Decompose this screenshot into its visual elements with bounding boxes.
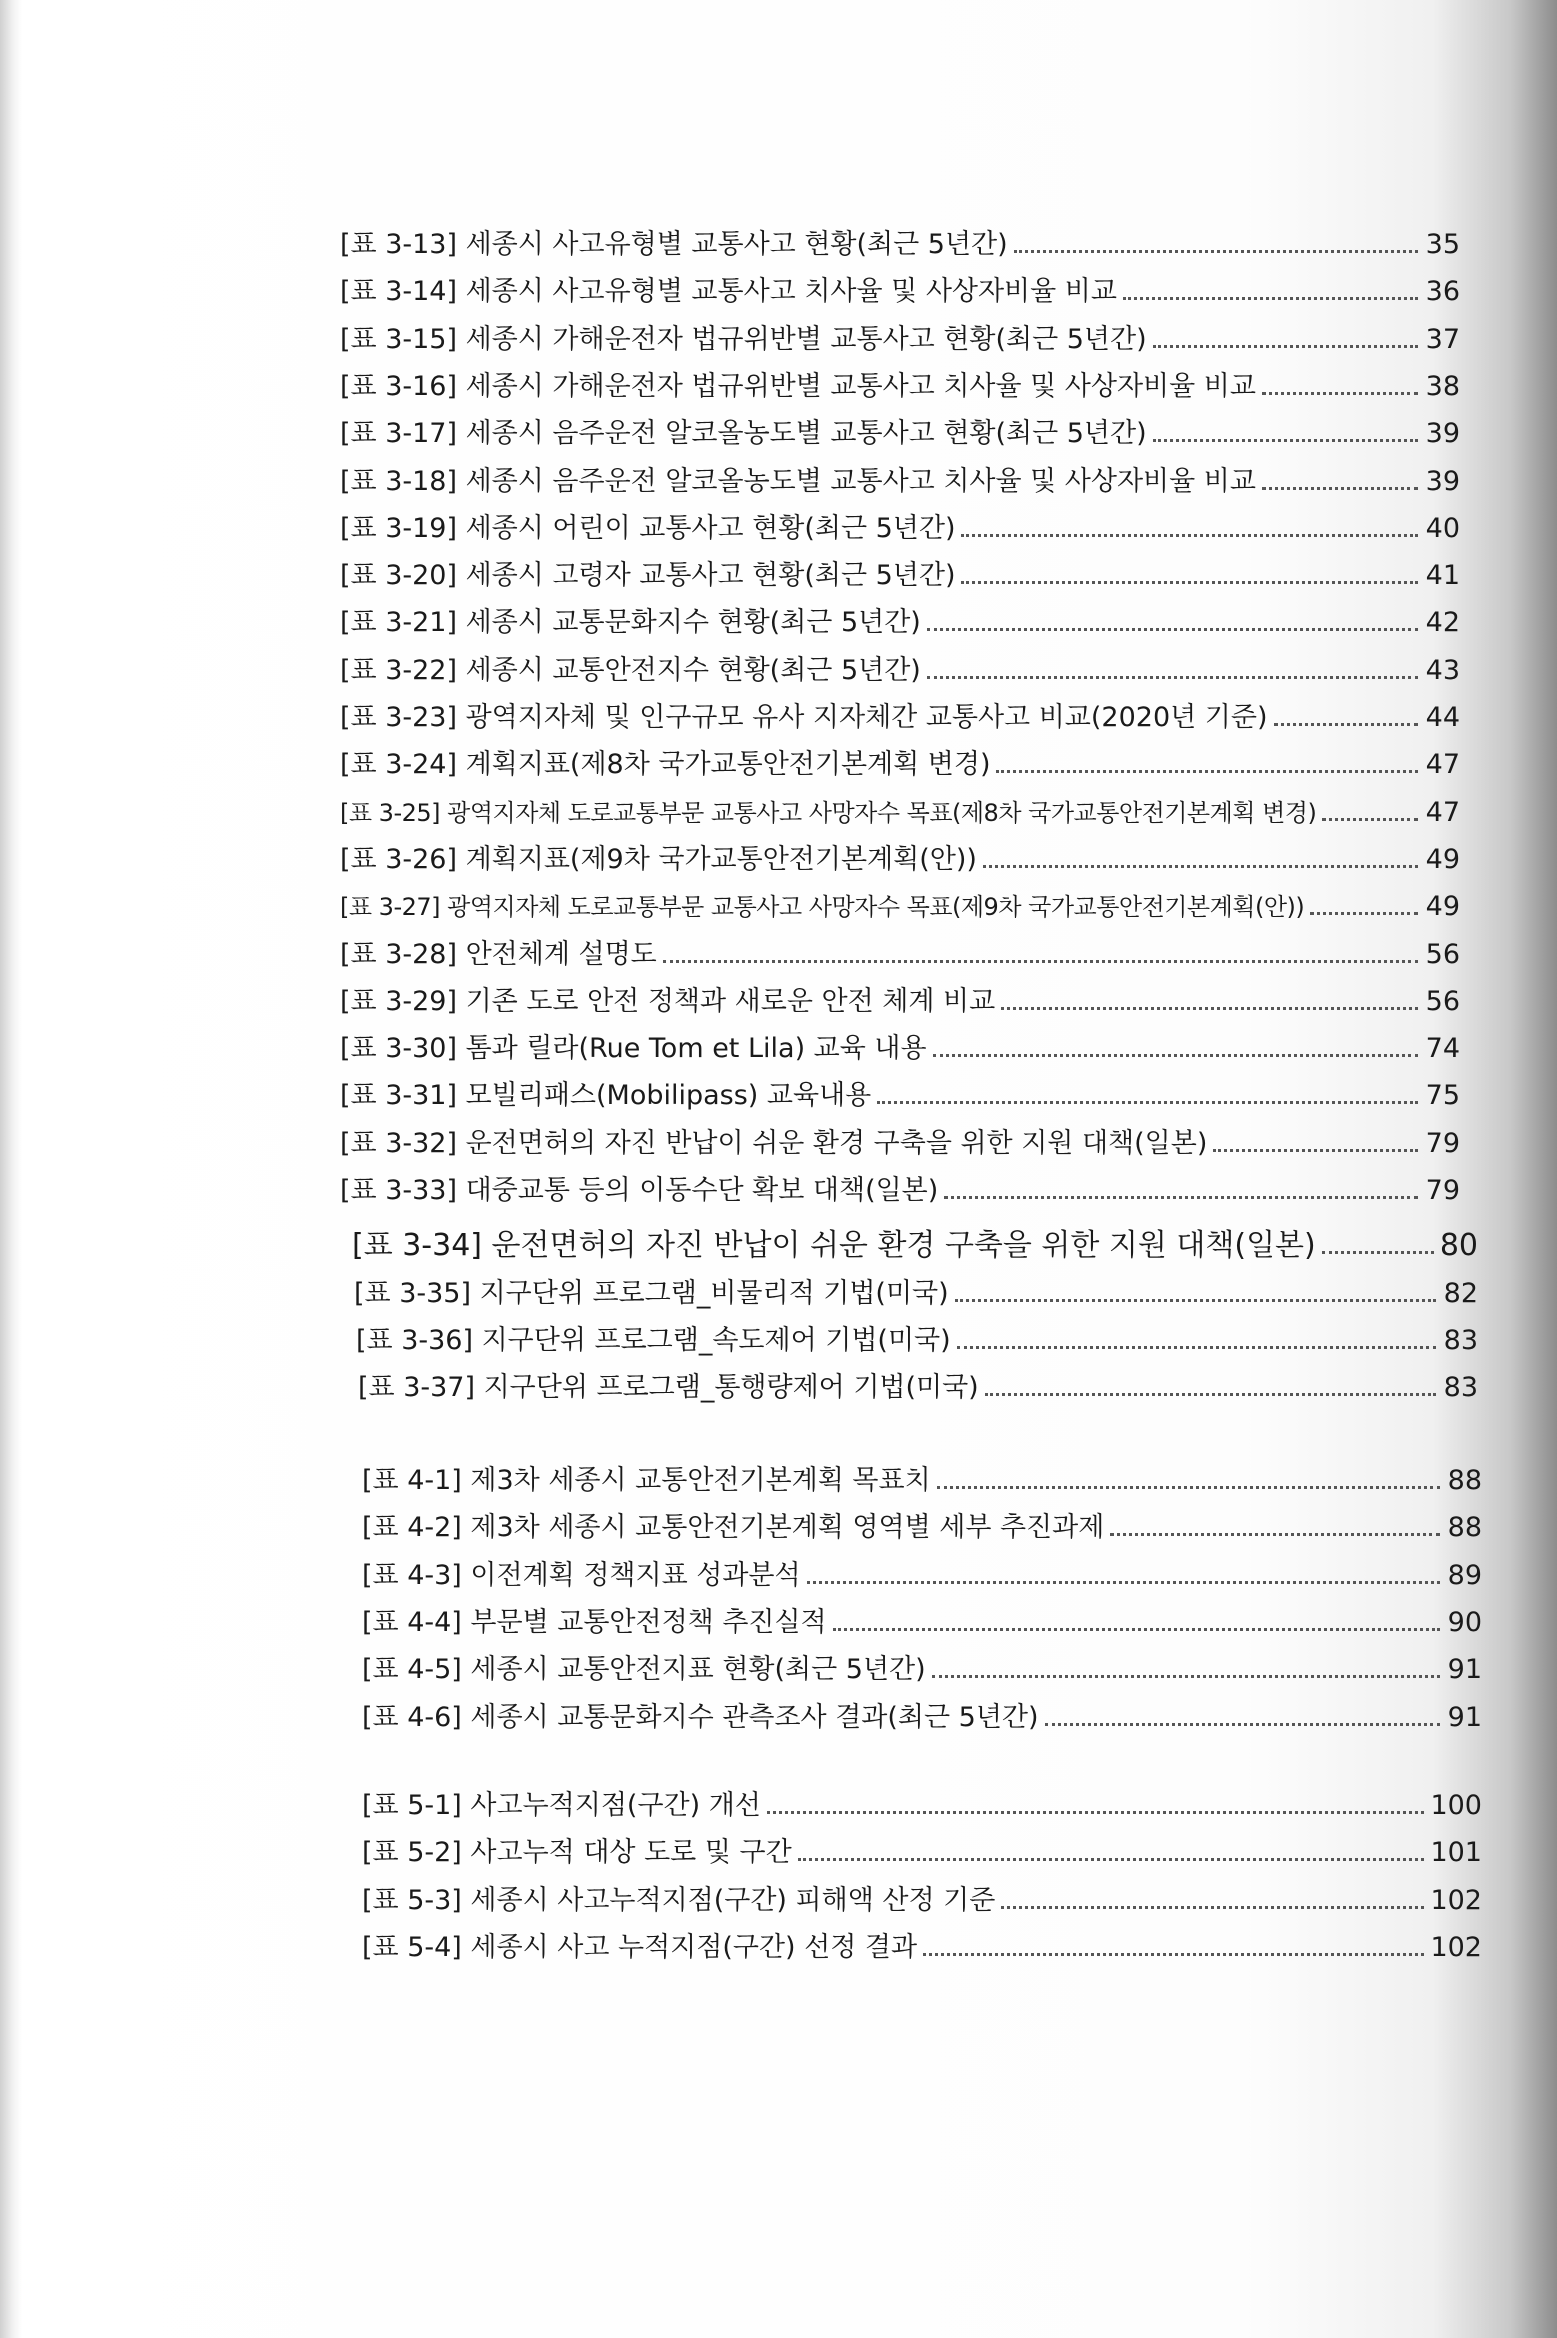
toc-entry[interactable] [340, 734, 1460, 782]
dot-leader [767, 1811, 1425, 1814]
toc-entry[interactable] [340, 1160, 1460, 1208]
toc-entry-page-number: 74 [1425, 1033, 1460, 1065]
toc-entry-page-number: 100 [1430, 1790, 1482, 1821]
toc-entry[interactable] [340, 687, 1460, 735]
toc-entry-page-number: 44 [1425, 702, 1460, 733]
toc-entry[interactable] [362, 1822, 1482, 1870]
toc-entry-label: [표 4-6] 세종시 교통문화지수 관측조사 결과(최근 5년간) [362, 1701, 1039, 1733]
toc-entry-label: [표 4-5] 세종시 교통안전지표 현황(최근 5년간) [362, 1654, 926, 1686]
toc-entry[interactable] [340, 1113, 1460, 1161]
toc-entry-page-number: 101 [1430, 1837, 1482, 1869]
toc-entry-label: [표 3-30] 톰과 릴라(Rue Tom et Lila) 교육 내용 [340, 1033, 927, 1065]
toc-entry[interactable] [354, 1263, 1478, 1311]
toc-entry-label: [표 4-2] 제3차 세종시 교통안전기본계획 영역별 세부 추진과제 [362, 1512, 1105, 1544]
toc-entry-label: [표 3-28] 안전체계 설명도 [340, 938, 657, 970]
toc-entry-label: [표 3-32] 운전면허의 자진 반납이 쉬운 환경 구축을 위한 지원 대책(일본) [340, 1127, 1208, 1159]
dot-leader [663, 960, 1418, 963]
toc-entry-page-number: 102 [1430, 1884, 1482, 1916]
toc-entry-page-number: 79 [1425, 1127, 1460, 1159]
toc-entry-page-number: 80 [1439, 1228, 1478, 1264]
toc-entry-label: [표 3-21] 세종시 교통문화지수 현황(최근 5년간) [340, 607, 921, 639]
toc-entry[interactable] [362, 1545, 1482, 1593]
toc-entry[interactable] [340, 545, 1460, 593]
toc-entry-page-number: 91 [1447, 1654, 1482, 1686]
toc-entry-page-number: 83 [1443, 1324, 1478, 1356]
dot-leader [807, 1581, 1440, 1584]
dot-leader [923, 1953, 1424, 1956]
toc-entry[interactable] [362, 1592, 1482, 1640]
toc-entry[interactable] [340, 403, 1460, 451]
toc-entry-label: [표 3-31] 모빌리패스(Mobilipass) 교육내용 [340, 1080, 872, 1112]
dot-leader [1001, 1906, 1424, 1909]
toc-entry-page-number: 43 [1425, 654, 1460, 686]
dot-leader [1014, 250, 1418, 253]
dot-leader [877, 1101, 1418, 1104]
toc-entry-label: [표 3-23] 광역지자체 및 인구규모 유사 지자체간 교통사고 비교(2020년 기준) [340, 702, 1268, 733]
toc-entry-label: [표 3-15] 세종시 가해운전자 법규위반별 교통사고 현황(최근 5년간) [340, 323, 1147, 355]
toc-entry-label: [표 3-34] 운전면허의 자진 반납이 쉬운 환경 구축을 위한 지원 대책(일본) [352, 1228, 1316, 1264]
toc-entry-label: [표 5-2] 사고누적 대상 도로 및 구간 [362, 1837, 792, 1869]
toc-entry-page-number: 40 [1425, 512, 1460, 544]
toc-entry[interactable] [340, 1018, 1460, 1066]
dot-leader [1310, 912, 1418, 915]
toc-entry-page-number: 91 [1447, 1701, 1482, 1733]
toc-entry-label: [표 3-22] 세종시 교통안전지수 현황(최근 5년간) [340, 654, 921, 686]
toc-entry[interactable] [340, 451, 1460, 499]
toc-entry[interactable] [362, 1917, 1482, 1965]
dot-leader [985, 1393, 1436, 1396]
toc-entry-page-number: 39 [1425, 465, 1460, 497]
toc-entry-label: [표 3-27] 광역지자체 도로교통부문 교통사고 사망자수 목표(제9차 국가교통안전기본계획(안)) [340, 893, 1305, 922]
dot-leader [1123, 297, 1418, 300]
toc-entry-page-number: 82 [1443, 1277, 1478, 1309]
dot-leader [1110, 1533, 1440, 1536]
toc-entry-page-number: 56 [1425, 985, 1460, 1017]
toc-entry-label: [표 3-20] 세종시 고령자 교통사고 현황(최근 5년간) [340, 560, 956, 592]
toc-entry[interactable] [362, 1450, 1482, 1498]
dot-leader [927, 676, 1418, 679]
toc-entry-page-number: 37 [1425, 323, 1460, 355]
toc-entry-page-number: 75 [1425, 1080, 1460, 1112]
toc-entry-label: [표 4-4] 부문별 교통안전정책 추진실적 [362, 1606, 827, 1638]
toc-entry-label: [표 4-3] 이전계획 정책지표 성과분석 [362, 1559, 801, 1591]
toc-entry-page-number: 35 [1425, 229, 1460, 260]
toc-entry-label: [표 3-19] 세종시 어린이 교통사고 현황(최근 5년간) [340, 512, 956, 544]
toc-entry[interactable] [362, 1870, 1482, 1918]
toc-entry-label: [표 5-1] 사고누적지점(구간) 개선 [362, 1790, 761, 1821]
toc-entry[interactable] [340, 592, 1460, 640]
toc-entry-label: [표 3-29] 기존 도로 안전 정책과 새로운 안전 체계 비교 [340, 985, 996, 1017]
dot-leader [1322, 1251, 1434, 1254]
toc-entry-page-number: 39 [1425, 418, 1460, 450]
toc-entry[interactable] [340, 829, 1460, 877]
dot-leader [1262, 392, 1418, 395]
dot-leader [1153, 345, 1418, 348]
toc-entry-page-number: 49 [1425, 891, 1460, 923]
dot-leader [944, 1196, 1418, 1199]
dot-leader [961, 534, 1418, 537]
toc-entry[interactable] [340, 971, 1460, 1019]
dot-leader [957, 1346, 1436, 1349]
dot-leader [996, 770, 1418, 773]
toc-entry[interactable] [340, 498, 1460, 546]
toc-entry[interactable] [362, 1497, 1482, 1545]
toc-entry-page-number: 88 [1447, 1512, 1482, 1544]
toc-entry[interactable] [340, 782, 1460, 830]
toc-entry[interactable] [362, 1639, 1482, 1687]
toc-entry[interactable] [340, 309, 1460, 357]
toc-entry-label: [표 4-1] 제3차 세종시 교통안전기본계획 목표치 [362, 1465, 931, 1496]
dot-leader [1045, 1723, 1440, 1726]
toc-entry-page-number: 38 [1425, 370, 1460, 402]
dot-leader [1213, 1149, 1418, 1152]
toc-entry[interactable] [340, 924, 1460, 972]
dot-leader [933, 1054, 1418, 1057]
dot-leader [1262, 487, 1418, 490]
toc-entry-page-number: 102 [1430, 1931, 1482, 1963]
toc-entry[interactable] [340, 1065, 1460, 1113]
dot-leader [927, 628, 1418, 631]
toc-entry[interactable] [356, 1310, 1478, 1358]
toc-entry-label: [표 3-16] 세종시 가해운전자 법규위반별 교통사고 치사율 및 사상자비율 비교 [340, 370, 1256, 402]
toc-entry-page-number: 36 [1425, 276, 1460, 308]
toc-entry-label: [표 3-37] 지구단위 프로그램_통행량제어 기법(미국) [358, 1372, 979, 1404]
toc-entry-label: [표 3-18] 세종시 음주운전 알코올농도별 교통사고 치사율 및 사상자비율 비교 [340, 465, 1256, 497]
dot-leader [937, 1486, 1440, 1489]
toc-entry-page-number: 83 [1443, 1372, 1478, 1404]
dot-leader [955, 1299, 1436, 1302]
toc-entry-page-number: 42 [1425, 607, 1460, 639]
dot-leader [798, 1858, 1425, 1861]
toc-entry[interactable] [358, 1357, 1478, 1405]
toc-entry[interactable] [340, 214, 1460, 262]
toc-entry-label: [표 5-4] 세종시 사고 누적지점(구간) 선정 결과 [362, 1931, 918, 1963]
toc-entry-page-number: 90 [1447, 1606, 1482, 1638]
toc-entry-page-number: 88 [1447, 1465, 1482, 1496]
toc-entry-label: [표 3-35] 지구단위 프로그램_비물리적 기법(미국) [354, 1277, 949, 1309]
toc-entry[interactable] [340, 261, 1460, 309]
toc-entry-label: [표 5-3] 세종시 사고누적지점(구간) 피해액 산정 기준 [362, 1884, 996, 1916]
toc-entry-page-number: 47 [1425, 796, 1460, 828]
toc-entry[interactable] [362, 1775, 1482, 1823]
dot-leader [1001, 1007, 1418, 1010]
toc-entry[interactable] [352, 1215, 1478, 1263]
toc-entry-page-number: 41 [1425, 560, 1460, 592]
toc-entry-label: [표 3-24] 계획지표(제8차 국가교통안전기본계획 변경) [340, 749, 991, 781]
toc-entry-label: [표 3-14] 세종시 사고유형별 교통사고 치사율 및 사상자비율 비교 [340, 276, 1117, 308]
toc-entry-label: [표 3-36] 지구단위 프로그램_속도제어 기법(미국) [356, 1324, 951, 1356]
toc-entry-page-number: 49 [1425, 843, 1460, 875]
dot-leader [1153, 439, 1418, 442]
toc-entry[interactable] [340, 356, 1460, 404]
toc-entry-page-number: 89 [1447, 1559, 1482, 1591]
dot-leader [932, 1675, 1440, 1678]
toc-entry-label: [표 3-17] 세종시 음주운전 알코올농도별 교통사고 현황(최근 5년간) [340, 418, 1147, 450]
dot-leader [1274, 723, 1419, 726]
dot-leader [1322, 818, 1418, 821]
toc-entry-page-number: 56 [1425, 938, 1460, 970]
toc-entry-label: [표 3-26] 계획지표(제9차 국가교통안전기본계획(안)) [340, 843, 977, 875]
toc-entry[interactable] [340, 876, 1460, 924]
toc-entry[interactable] [362, 1687, 1482, 1735]
toc-entry-label: [표 3-25] 광역지자체 도로교통부문 교통사고 사망자수 목표(제8차 국가교통안전기본계획 변경) [340, 798, 1317, 827]
toc-entry-page-number: 47 [1425, 749, 1460, 781]
toc-entry[interactable] [340, 640, 1460, 688]
toc-entry-label: [표 3-33] 대중교통 등의 이동수단 확보 대책(일본) [340, 1175, 939, 1206]
toc-entry-label: [표 3-13] 세종시 사고유형별 교통사고 현황(최근 5년간) [340, 229, 1008, 260]
dot-leader [833, 1628, 1440, 1631]
toc-entry-page-number: 79 [1425, 1175, 1460, 1206]
dot-leader [961, 581, 1418, 584]
dot-leader [983, 865, 1418, 868]
